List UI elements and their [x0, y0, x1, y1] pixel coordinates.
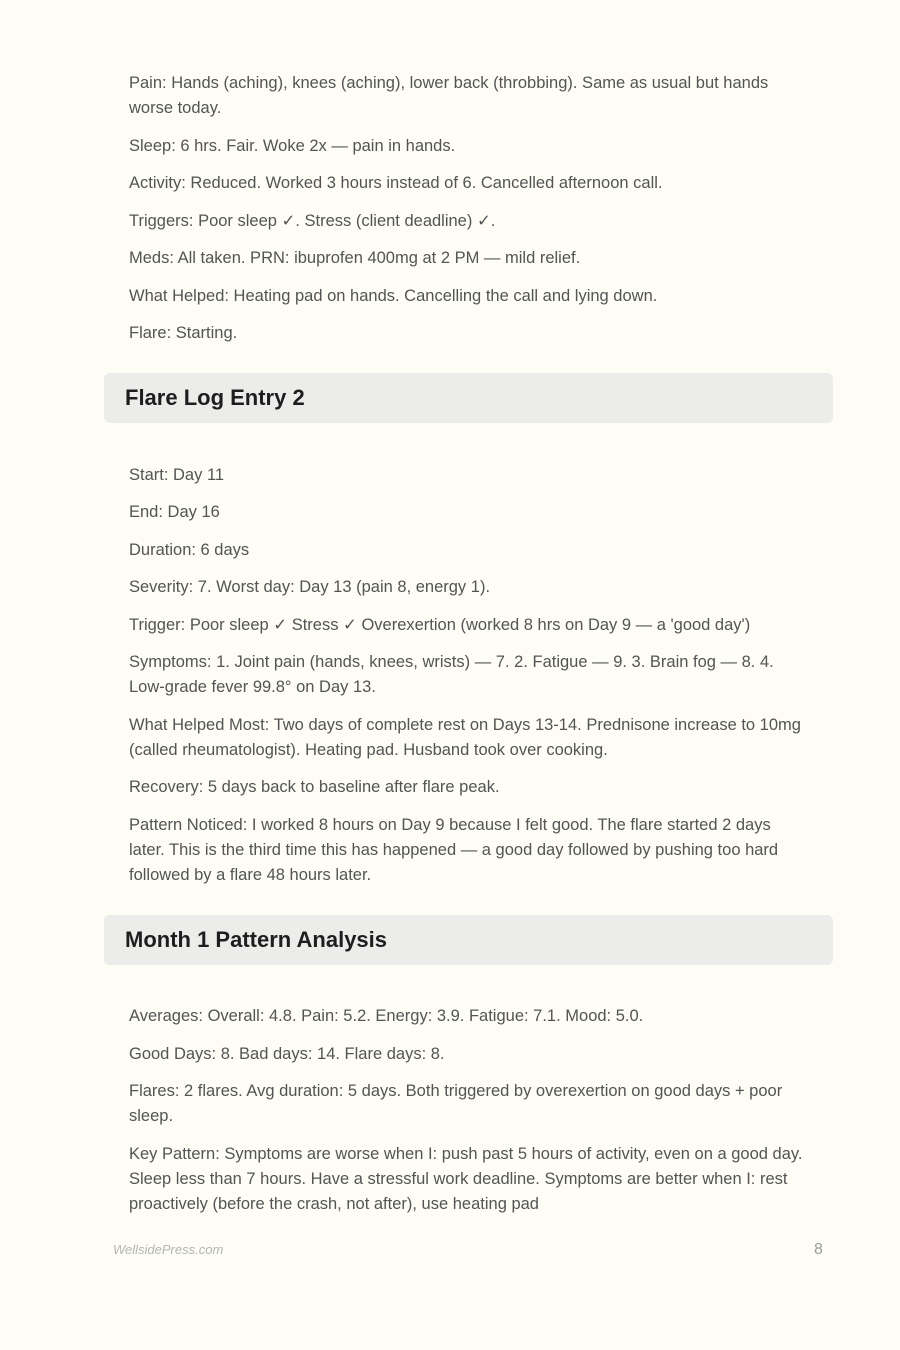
flare-entry-recovery: Recovery: 5 days back to baseline after flare peak. — [129, 778, 500, 796]
section-title: Flare Log Entry 2 — [125, 385, 305, 410]
log-entry-sleep: Sleep: 6 hrs. Fair. Woke 2x — pain in hands. — [129, 137, 456, 155]
analysis-averages: Averages: Overall: 4.8. Pain: 5.2. Energy: 3.9. Fatigue: 7.1. Mood: 5.0. — [129, 1007, 644, 1025]
analysis-key-pattern: Key Pattern: Symptoms are worse when I: push past 5 hours of activity, even on a good day. Sleep less than 7 hours. Have a stressful work deadline. Symptoms are better when I: rest proactively (before the crash, not after), use heating pad — [129, 1145, 803, 1213]
section-title: Month 1 Pattern Analysis — [125, 927, 388, 952]
log-entry-what-helped: What Helped: Heating pad on hands. Cancelling the call and lying down. — [129, 287, 658, 305]
flare-entry-symptoms: Symptoms: 1. Joint pain (hands, knees, wrists) — 7. 2. Fatigue — 9. 3. Brain fog — 8. 4. Low-grade fever 99.8° on Day 13. — [129, 653, 774, 696]
log-entry-pain: Pain: Hands (aching), knees (aching), lower back (throbbing). Same as usual but hands worse today. — [129, 74, 769, 117]
log-entry-activity: Activity: Reduced. Worked 3 hours instead of 6. Cancelled afternoon call. — [129, 174, 663, 192]
month-analysis-header — [104, 915, 833, 965]
flare-entry-end: End: Day 16 — [129, 503, 220, 521]
flare-log-2-header — [104, 373, 833, 423]
analysis-flares: Flares: 2 flares. Avg duration: 5 days. Both triggered by overexertion on good days + poor sleep. — [129, 1082, 783, 1125]
page-number: 8 — [814, 1241, 823, 1258]
flare-entry-start: Start: Day 11 — [129, 466, 225, 484]
log-entry-triggers: Triggers: Poor sleep ✓. Stress (client deadline) ✓. — [129, 212, 496, 230]
flare-entry-trigger: Trigger: Poor sleep ✓ Stress ✓ Overexertion (worked 8 hrs on Day 9 — a 'good day') — [129, 616, 751, 634]
flare-entry-duration: Duration: 6 days — [129, 541, 250, 559]
flare-entry-severity: Severity: 7. Worst day: Day 13 (pain 8, energy 1). — [129, 578, 491, 596]
flare-entry-pattern-noticed: Pattern Noticed: I worked 8 hours on Day 9 because I felt good. The flare started 2 days later. This is the third time this has happened — a good day followed by pushing too hard followed by a flare 48 hours later. — [129, 816, 779, 884]
log-entry-flare: Flare: Starting. — [129, 324, 238, 342]
footer-brand: WellsidePress.com — [113, 1242, 224, 1257]
flare-entry-what-helped-most: What Helped Most: Two days of complete rest on Days 13-14. Prednisone increase to 10mg (called rheumatologist). Heating pad. Husband took over cooking. — [129, 716, 801, 759]
analysis-good-days: Good Days: 8. Bad days: 14. Flare days: 8. — [129, 1045, 445, 1063]
log-entry-meds: Meds: All taken. PRN: ibuprofen 400mg at 2 PM — mild relief. — [129, 249, 581, 267]
